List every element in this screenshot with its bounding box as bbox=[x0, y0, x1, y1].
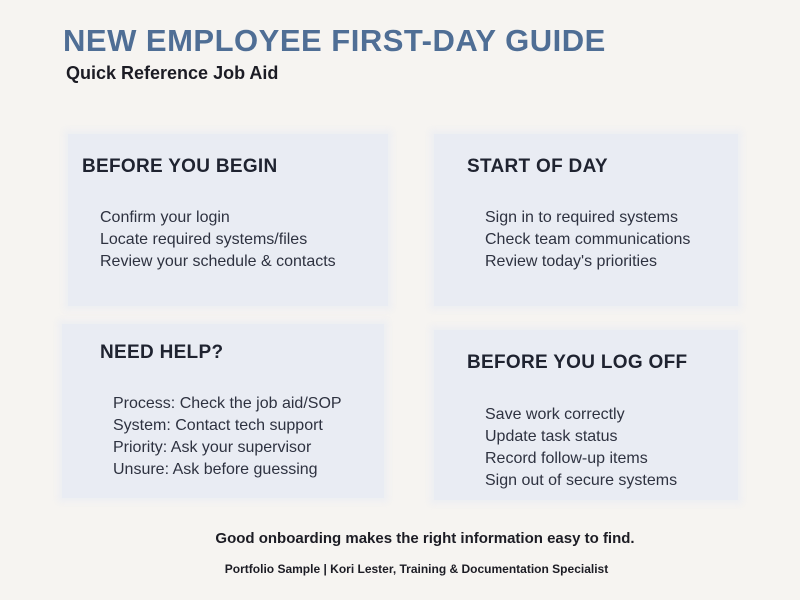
list-item: Review your schedule & contacts bbox=[100, 253, 336, 270]
list-item: Sign in to required systems bbox=[485, 209, 678, 226]
list-item: Process: Check the job aid/SOP bbox=[113, 395, 342, 412]
card-heading: NEED HELP? bbox=[100, 342, 224, 363]
list-item: Check team communications bbox=[485, 231, 691, 248]
list-item: Sign out of secure systems bbox=[485, 472, 678, 489]
card-before-you-begin bbox=[68, 134, 388, 306]
list-item: Confirm your login bbox=[100, 209, 230, 226]
list-item: Priority: Ask your supervisor bbox=[113, 439, 312, 456]
card-before-you-log-off bbox=[434, 330, 738, 500]
footer-tagline: Good onboarding makes the right information easy to find. bbox=[215, 530, 635, 547]
card-heading: START OF DAY bbox=[467, 156, 608, 177]
list-item: Update task status bbox=[485, 428, 618, 445]
list-item: Unsure: Ask before guessing bbox=[113, 461, 318, 478]
card-heading: BEFORE YOU LOG OFF bbox=[467, 352, 688, 373]
card-list bbox=[100, 207, 336, 273]
page-subtitle: Quick Reference Job Aid bbox=[66, 63, 279, 83]
card-start-of-day bbox=[434, 134, 738, 306]
page-title: NEW EMPLOYEE FIRST-DAY GUIDE bbox=[63, 23, 606, 58]
card-list bbox=[113, 393, 342, 481]
card-list bbox=[485, 404, 677, 492]
card-list bbox=[485, 207, 690, 273]
footer-credit: Portfolio Sample | Kori Lester, Training & Documentation Specialist bbox=[224, 562, 609, 576]
list-item: Record follow-up items bbox=[485, 450, 648, 467]
list-item: Review today's priorities bbox=[485, 253, 658, 270]
card-heading: BEFORE YOU BEGIN bbox=[82, 156, 278, 177]
list-item: Locate required systems/files bbox=[100, 231, 308, 248]
card-need-help bbox=[62, 324, 384, 498]
list-item: Save work correctly bbox=[485, 406, 625, 423]
list-item: System: Contact tech support bbox=[113, 417, 323, 434]
